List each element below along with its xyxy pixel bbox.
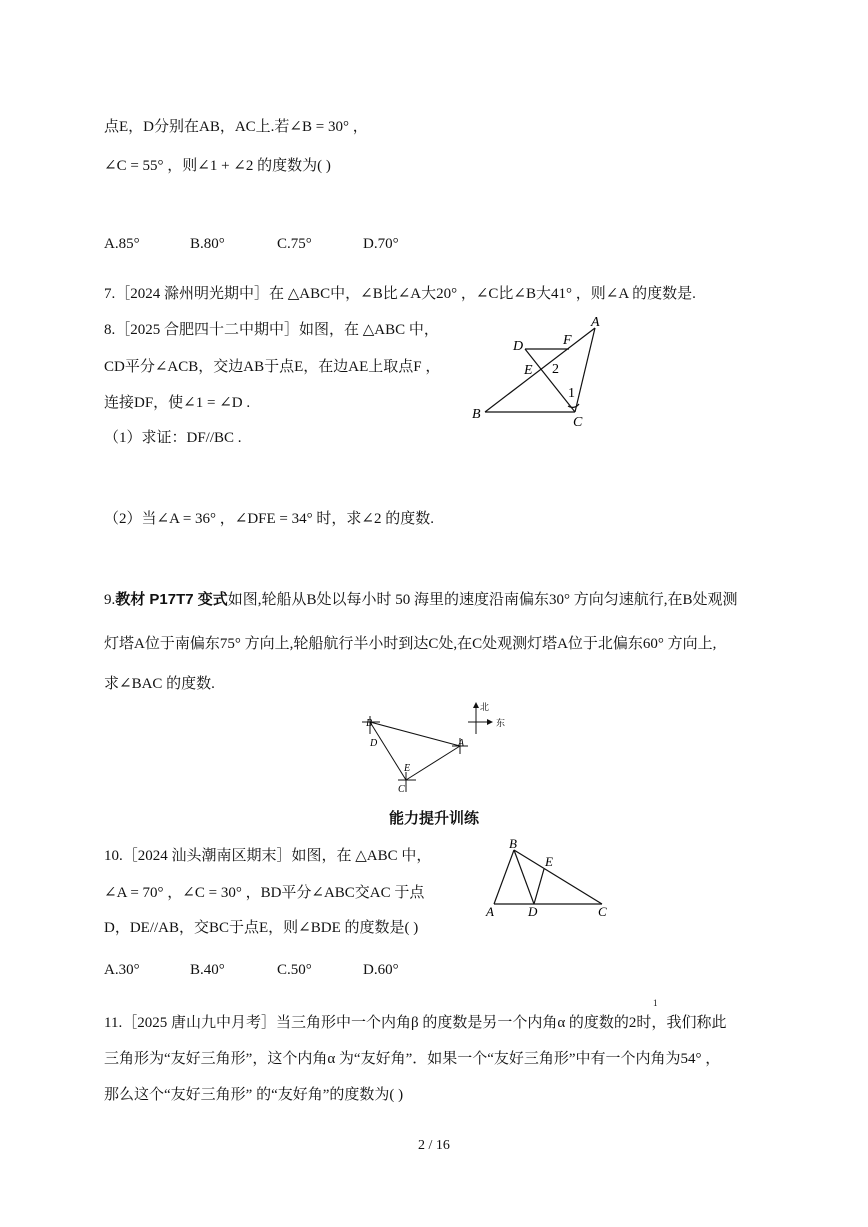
q9-edge-ca [406, 746, 460, 780]
q10-line3: D，DE//AB，交BC于点E，则∠BDE 的度数是( ) [104, 920, 419, 936]
q7-text: 7.［2024 滁州明光期中］在 △ABC中，∠B比∠A大20° ，∠C比∠B大41° ，则∠A 的度数是. [104, 286, 696, 302]
q11-fraction-numerator: 1 [653, 998, 658, 1008]
q10-label-a: A [486, 904, 494, 919]
q10-option-d: D.60° [363, 962, 399, 978]
q9-label-b: B [366, 718, 373, 729]
q6-line2: ∠C = 55° ，则∠1 + ∠2 的度数为( ) [104, 158, 331, 174]
q9-source-tag: 教材 P17T7 变式 [115, 591, 228, 608]
q10-figure [482, 836, 622, 920]
q9-edge-ba [370, 722, 460, 746]
q8-label-d: D [513, 339, 524, 354]
q9-line1 [104, 590, 738, 610]
page-number: 2 / 16 [418, 1138, 450, 1153]
q11-line2: 三角形为“友好三角形”，这个内角α 为“友好角”．如果一个“友好三角形”中有一个内角为54° ， [104, 1051, 721, 1067]
q8-label-e: E [524, 363, 533, 378]
q9-figure [358, 694, 518, 796]
q8-line3: 连接DF，使∠1 = ∠D . [104, 395, 251, 411]
q8-label-a: A [591, 315, 600, 330]
q8-part2: （2）当∠A = 36° ，∠DFE = 34° 时，求∠2 的度数. [104, 511, 434, 527]
q9-label-east: 东 [496, 718, 506, 728]
q8-part1: （1）求证：DF//BC . [104, 430, 242, 446]
q8-label-c: C [573, 415, 583, 430]
q8-edge-dc [525, 349, 575, 412]
q8-label-1: 1 [568, 386, 575, 401]
q8-label-b: B [472, 407, 481, 422]
q10-label-b: B [509, 836, 517, 851]
q10-line2: ∠A = 70° ，∠C = 30° ，BD平分∠ABC交AC 于点 [104, 885, 425, 901]
q9-label-c: C [398, 784, 405, 795]
q9-edge-bc [370, 722, 406, 780]
q10-label-e: E [545, 854, 553, 869]
q6-option-d: D.70° [363, 236, 399, 252]
q9-label-e: E [404, 763, 411, 774]
q11-line3: 那么这个“友好三角形” 的“友好角”的度数为( ) [104, 1087, 404, 1103]
q9-label-d: D [370, 738, 378, 749]
section-title: 能力提升训练 [388, 810, 479, 827]
q6-option-a: A.85° [104, 236, 140, 252]
q11-line1: 11.［2025 唐山九中月考］当三角形中一个内角β 的度数是另一个内角α 的度数的2时，我们称此 [104, 1015, 727, 1031]
q9-line1-text: 如图,轮船从B处以每小时 50 海里的速度沿南偏东30° 方向匀速航行,在B处观测 [227, 592, 738, 608]
q10-edge-ab [494, 850, 514, 904]
q10-option-b: B.40° [190, 962, 225, 978]
q10-label-c: C [598, 904, 607, 919]
q8-figure [465, 312, 615, 430]
q9-label-north: 北 [480, 702, 490, 712]
q9-line2: 灯塔A位于南偏东75° 方向上,轮船航行半小时到达C处,在C处观测灯塔A位于北偏东60° 方向上, [104, 636, 717, 652]
q9-line3: 求∠BAC 的度数. [104, 676, 215, 692]
q8-line1: 8.［2025 合肥四十二中期中］如图，在 △ABC 中， [104, 322, 439, 338]
q10-option-a: A.30° [104, 962, 140, 978]
q10-edge-bc [514, 850, 602, 904]
q10-label-d: D [528, 904, 538, 919]
q8-label-f: F [563, 333, 572, 348]
q6-option-b: B.80° [190, 236, 225, 252]
q9-label-a: A [458, 738, 465, 749]
q10-edge-bd [514, 850, 534, 904]
q6-option-c: C.75° [277, 236, 312, 252]
q8-line2: CD平分∠ACB，交边AB于点E，在边AE上取点F ， [104, 359, 441, 375]
q8-label-2: 2 [552, 362, 559, 377]
q10-line1: 10.［2024 汕头潮南区期末］如图，在 △ABC 中， [104, 848, 432, 864]
q6-line1: 点E，D分别在AB，AC上.若∠B = 30° ， [104, 119, 368, 135]
q10-option-c: C.50° [277, 962, 312, 978]
q10-edge-de [534, 869, 544, 904]
q9-prefix: 9. [104, 592, 116, 608]
